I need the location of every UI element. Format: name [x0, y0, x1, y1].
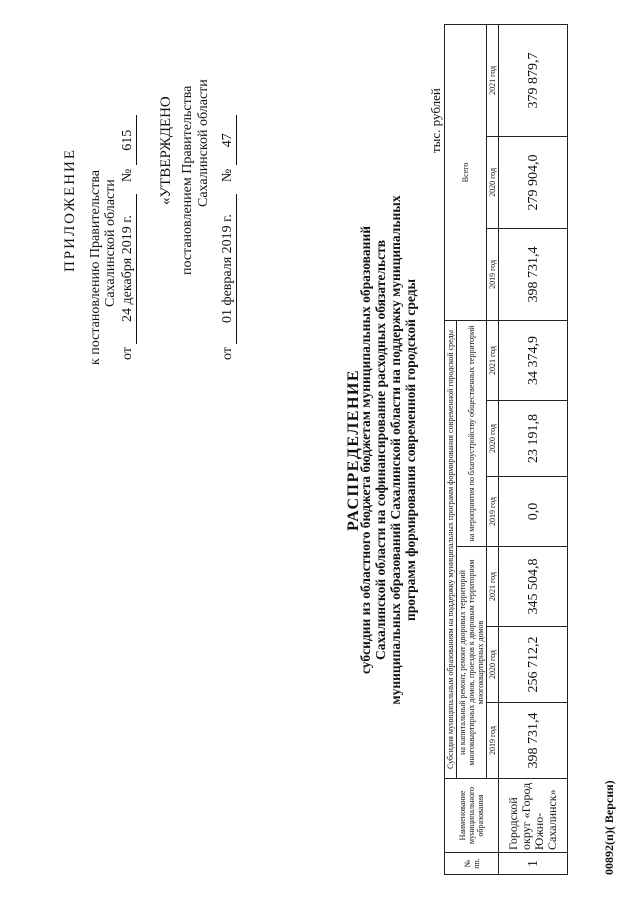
year-header: 2019 год: [487, 703, 499, 779]
year-header: 2020 год: [487, 401, 499, 477]
year-header: 2020 год: [487, 136, 499, 228]
year-header: 2021 год: [487, 24, 499, 136]
total-2019: 398 731,4: [499, 228, 568, 320]
col-repair-header: на капитальный ремонт, ремонт дворовых территорий многоквартирных домов, проездов к дворовым территориям многоквартирных домов: [457, 547, 487, 779]
version-footer: 00892(п)( Версия): [602, 780, 616, 875]
decree-line-1: к постановлению Правительства: [88, 169, 103, 365]
public-2021: 34 374,9: [499, 320, 568, 400]
col-municipality-header: Наименование муниципального образования: [445, 779, 499, 853]
from-label: от: [220, 347, 235, 360]
total-2021: 379 879,7: [499, 24, 568, 136]
number-label: №: [220, 168, 235, 183]
year-header: 2021 год: [487, 320, 499, 400]
year-header: 2021 год: [487, 547, 499, 627]
decree-date-row: [120, 115, 137, 360]
units-label: тыс. рублей: [428, 88, 443, 153]
row-number: 1: [499, 853, 568, 875]
approved-number: 47: [220, 115, 237, 165]
repair-2020: 256 712,2: [499, 627, 568, 703]
from-label: от: [120, 347, 135, 360]
approved-line-2: Сахалинской области: [196, 79, 211, 207]
public-2020: 23 191,8: [499, 401, 568, 477]
approved-date: 01 февраля 2019 г.: [220, 194, 237, 344]
document-subtitle: субсидии из областного бюджета бюджетам муниципальных образований Сахалинской области на софинансирование расходных обязательств муниципальных образований Сахалинской области на поддержку муниципальных программ формирования современной городской среды: [358, 195, 418, 705]
col-public-header: на мероприятия по благоустройству общественных территорий: [457, 320, 487, 546]
public-2019: 0,0: [499, 477, 568, 547]
approved-line-1: постановлением Правительства: [180, 85, 195, 275]
year-header: 2020 год: [487, 627, 499, 703]
year-header: 2019 год: [487, 228, 499, 320]
appendix-heading: ПРИЛОЖЕНИЕ: [62, 147, 78, 273]
decree-number: 615: [120, 115, 137, 165]
approved-heading: «УТВЕРЖДЕНО: [158, 96, 174, 205]
repair-2021: 345 504,8: [499, 547, 568, 627]
col-subsidy-header: Субсидия муниципальным образованиям на поддержку муниципальных программ формирования современной городской среды: [445, 320, 457, 778]
approved-date-row: [220, 115, 237, 360]
col-number-header: № пп.: [445, 853, 499, 875]
decree-date: 24 декабря 2019 г.: [120, 194, 137, 344]
subsidy-table: [444, 24, 568, 875]
total-2020: 279 904,0: [499, 136, 568, 228]
year-header: 2019 год: [487, 477, 499, 547]
table-row: [499, 24, 568, 874]
decree-line-2: Сахалинской области: [103, 179, 118, 307]
number-label: №: [120, 168, 135, 183]
document-title: РАСПРЕДЕЛЕНИЕ: [345, 368, 362, 532]
repair-2019: 398 731,4: [499, 703, 568, 779]
municipality-name: Городской округ «Город Южно-Сахалинск»: [499, 779, 568, 853]
col-total-header: Всего: [445, 24, 487, 320]
